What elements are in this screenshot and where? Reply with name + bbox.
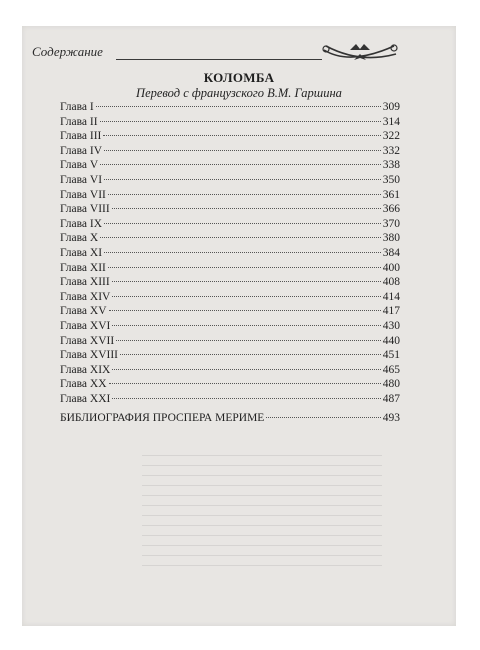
toc-page-number: 322 bbox=[382, 130, 400, 143]
toc-label: Глава XIV bbox=[60, 290, 111, 303]
toc-label: Глава V bbox=[60, 159, 99, 172]
toc-page-number: 350 bbox=[382, 173, 400, 186]
toc-row[interactable] bbox=[60, 101, 400, 116]
bibliography-entry[interactable] bbox=[60, 412, 400, 424]
leader-dots bbox=[112, 398, 380, 399]
leader-dots bbox=[116, 340, 381, 341]
leader-dots bbox=[112, 369, 380, 370]
toc-row[interactable] bbox=[60, 203, 400, 218]
bibliography-page-number: 493 bbox=[382, 412, 400, 424]
table-of-contents bbox=[60, 101, 400, 407]
toc-label: Глава I bbox=[60, 101, 94, 113]
toc-page-number: 414 bbox=[382, 290, 400, 303]
toc-label: Глава XIX bbox=[60, 363, 111, 376]
toc-row[interactable] bbox=[60, 130, 400, 145]
toc-page-number: 314 bbox=[382, 115, 400, 128]
leader-dots bbox=[96, 106, 381, 107]
toc-page-number: 430 bbox=[382, 319, 400, 332]
leader-dots bbox=[104, 150, 381, 151]
toc-label: Глава XI bbox=[60, 246, 103, 259]
leader-dots bbox=[104, 179, 381, 180]
toc-page-number: 487 bbox=[382, 392, 400, 405]
section-title: КОЛОМБА bbox=[203, 70, 275, 85]
toc-row[interactable] bbox=[60, 349, 400, 364]
toc-row[interactable] bbox=[60, 378, 400, 393]
toc-row[interactable] bbox=[60, 291, 400, 306]
toc-label: Глава XVIII bbox=[60, 349, 118, 362]
toc-page-number: 384 bbox=[382, 246, 400, 259]
leader-dots bbox=[100, 121, 381, 122]
toc-label: Глава II bbox=[60, 115, 98, 128]
leader-dots bbox=[120, 354, 381, 355]
toc-page-number: 408 bbox=[382, 276, 400, 289]
toc-row[interactable] bbox=[60, 116, 400, 131]
toc-page-number: 361 bbox=[382, 188, 400, 201]
leader-dots bbox=[112, 281, 381, 282]
toc-row[interactable] bbox=[60, 218, 400, 233]
toc-row[interactable] bbox=[60, 262, 400, 277]
leader-dots bbox=[112, 296, 380, 297]
toc-label: Глава XX bbox=[60, 378, 107, 391]
toc-page-number: 465 bbox=[382, 363, 400, 376]
toc-label: Глава VI bbox=[60, 173, 103, 186]
header-rule bbox=[116, 59, 322, 60]
leader-dots bbox=[104, 223, 381, 224]
toc-page-number: 366 bbox=[382, 203, 400, 216]
toc-row[interactable] bbox=[60, 145, 400, 160]
translator-subtitle: Перевод с французского В.М. Гаршина bbox=[136, 86, 342, 100]
leader-dots bbox=[266, 417, 380, 418]
leader-dots bbox=[112, 208, 381, 209]
leader-dots bbox=[112, 325, 380, 326]
toc-label: Глава XII bbox=[60, 261, 106, 274]
toc-row[interactable] bbox=[60, 276, 400, 291]
toc-row[interactable] bbox=[60, 393, 400, 408]
toc-label: Глава XVII bbox=[60, 334, 115, 347]
leader-dots bbox=[100, 237, 381, 238]
toc-label: Глава III bbox=[60, 130, 102, 143]
toc-page-number: 380 bbox=[382, 232, 400, 245]
toc-label: Глава VIII bbox=[60, 203, 110, 216]
leader-dots bbox=[109, 383, 381, 384]
running-header bbox=[32, 40, 446, 66]
toc-label: Глава X bbox=[60, 232, 99, 245]
toc-label: Глава XVI bbox=[60, 319, 111, 332]
show-through-texture bbox=[142, 446, 382, 596]
toc-label: Глава XIII bbox=[60, 276, 110, 289]
toc-row[interactable] bbox=[60, 305, 400, 320]
toc-row[interactable] bbox=[60, 232, 400, 247]
toc-page-number: 309 bbox=[382, 101, 400, 113]
leader-dots bbox=[104, 252, 381, 253]
toc-page-number: 417 bbox=[382, 305, 400, 318]
toc-page-number: 400 bbox=[382, 261, 400, 274]
toc-label: Глава XV bbox=[60, 305, 107, 318]
crossed-sabres-icon bbox=[320, 40, 400, 70]
toc-label: Глава IV bbox=[60, 144, 103, 157]
book-page bbox=[22, 26, 456, 626]
leader-dots bbox=[108, 267, 381, 268]
leader-dots bbox=[108, 194, 381, 195]
toc-row[interactable] bbox=[60, 174, 400, 189]
toc-row[interactable] bbox=[60, 364, 400, 379]
toc-page-number: 370 bbox=[382, 217, 400, 230]
leader-dots bbox=[103, 135, 380, 136]
leader-dots bbox=[109, 310, 381, 311]
toc-page-number: 338 bbox=[382, 159, 400, 172]
toc-label: Глава IX bbox=[60, 217, 103, 230]
toc-row[interactable] bbox=[60, 335, 400, 350]
header-section-title: Содержание bbox=[32, 44, 103, 59]
toc-page-number: 451 bbox=[382, 349, 400, 362]
toc-row[interactable] bbox=[60, 189, 400, 204]
toc-page-number: 332 bbox=[382, 144, 400, 157]
toc-page-number: 480 bbox=[382, 378, 400, 391]
toc-label: Глава XXI bbox=[60, 392, 111, 405]
toc-row[interactable] bbox=[60, 320, 400, 335]
toc-label: Глава VII bbox=[60, 188, 106, 201]
bibliography-label: БИБЛИОГРАФИЯ ПРОСПЕРА МЕРИМЕ bbox=[60, 412, 265, 424]
leader-dots bbox=[100, 164, 381, 165]
toc-page-number: 440 bbox=[382, 334, 400, 347]
toc-row[interactable] bbox=[60, 159, 400, 174]
toc-row[interactable] bbox=[60, 247, 400, 262]
